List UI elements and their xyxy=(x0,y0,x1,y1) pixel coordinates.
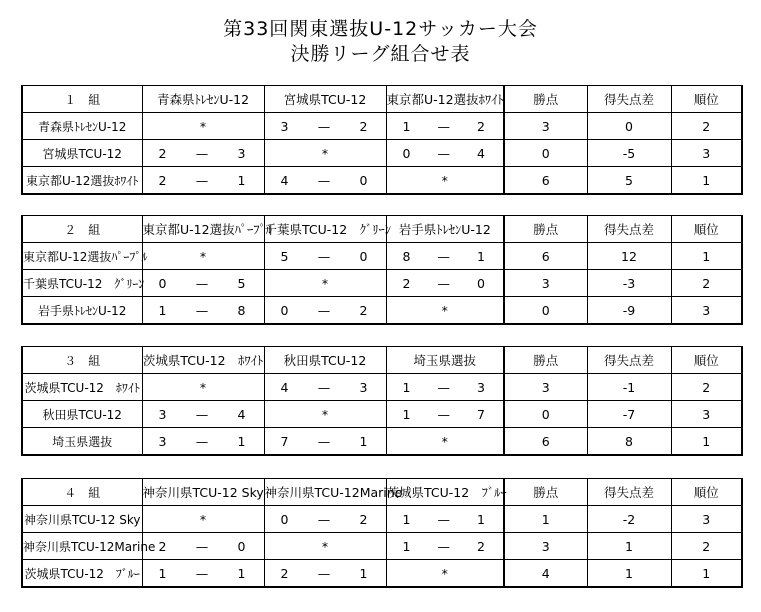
match-score-cell xyxy=(264,374,386,401)
self-match-mark: * xyxy=(199,248,207,264)
away-score: 0 xyxy=(477,275,485,291)
points-value: 1 xyxy=(504,506,587,533)
team-row xyxy=(22,270,742,297)
team-name: 青森県ﾄﾚｾﾝU-12 xyxy=(22,113,142,140)
home-score: 3 xyxy=(158,433,167,449)
home-score: 1 xyxy=(402,379,411,395)
team-row xyxy=(22,374,742,401)
points-value: 0 xyxy=(504,401,587,428)
away-score: 1 xyxy=(359,433,368,449)
goal-diff-value: -2 xyxy=(587,506,671,533)
team-name: 岩手県ﾄﾚｾﾝU-12 xyxy=(22,297,142,325)
self-match-cell xyxy=(386,428,504,456)
home-score: 2 xyxy=(280,565,289,581)
self-match-cell xyxy=(264,140,386,167)
match-score-cell xyxy=(386,140,504,167)
team-name: 千葉県TCU-12 ｸﾞﾘｰﾝ xyxy=(22,270,142,297)
match-score-cell xyxy=(386,243,504,270)
score-dash: — xyxy=(195,302,209,318)
score-dash: — xyxy=(317,248,331,264)
home-score: 0 xyxy=(158,275,167,291)
home-score: 7 xyxy=(280,433,289,449)
group-table-3 xyxy=(21,346,743,456)
group-header-row xyxy=(22,347,742,374)
team-row xyxy=(22,401,742,428)
match-score-cell xyxy=(142,167,264,195)
team-name: 茨城県TCU-12 ﾌﾞﾙｰ xyxy=(22,560,142,588)
team-name: 東京都U-12選抜ﾊﾟｰﾌﾟﾙ xyxy=(22,243,142,270)
rank-value: 1 xyxy=(671,243,742,270)
self-match-cell xyxy=(386,297,504,325)
points-value: 3 xyxy=(504,533,587,560)
away-score: 1 xyxy=(237,565,246,581)
group-label: ４ 組 xyxy=(22,479,142,506)
rank-value: 3 xyxy=(671,297,742,325)
team-name: 秋田県TCU-12 xyxy=(22,401,142,428)
group-label: ３ 組 xyxy=(22,347,142,374)
away-score: 0 xyxy=(359,172,368,188)
points-header: 勝点 xyxy=(504,216,587,243)
team-row xyxy=(22,140,742,167)
score-dash: — xyxy=(317,511,331,527)
self-match-mark: * xyxy=(321,538,329,554)
home-score: 4 xyxy=(280,172,289,188)
home-score: 1 xyxy=(402,406,411,422)
match-score-cell xyxy=(142,401,264,428)
score-dash: — xyxy=(317,379,331,395)
rank-value: 2 xyxy=(671,113,742,140)
opponent-header: 埼玉県選抜 xyxy=(386,347,504,374)
group-header-row xyxy=(22,479,742,506)
match-score-cell xyxy=(142,533,264,560)
goal-diff-value: 1 xyxy=(587,533,671,560)
score-dash: — xyxy=(317,118,331,134)
team-row xyxy=(22,167,742,195)
points-header: 勝点 xyxy=(504,479,587,506)
match-score-cell xyxy=(142,297,264,325)
team-row xyxy=(22,243,742,270)
home-score: 1 xyxy=(158,302,167,318)
goal-diff-value: -9 xyxy=(587,297,671,325)
away-score: 2 xyxy=(477,118,485,134)
rank-header: 順位 xyxy=(671,86,742,113)
points-value: 4 xyxy=(504,560,587,588)
away-score: 4 xyxy=(477,145,485,161)
team-name: 東京都U-12選抜ﾎﾜｲﾄ xyxy=(22,167,142,195)
match-score-cell xyxy=(264,167,386,195)
match-score-cell xyxy=(386,506,504,533)
opponent-header: 東京都U-12選抜ﾊﾟｰﾌﾟﾙ xyxy=(142,216,264,243)
match-score-cell xyxy=(142,428,264,456)
match-score-cell xyxy=(264,560,386,588)
home-score: 0 xyxy=(280,511,289,527)
goal-diff-value: 1 xyxy=(587,560,671,588)
self-match-cell xyxy=(142,243,264,270)
group-header-row xyxy=(22,86,742,113)
home-score: 3 xyxy=(280,118,289,134)
opponent-header: 千葉県TCU-12 ｸﾞﾘｰﾝ xyxy=(264,216,386,243)
goal-diff-value: -3 xyxy=(587,270,671,297)
rank-value: 2 xyxy=(671,374,742,401)
team-row xyxy=(22,113,742,140)
team-row xyxy=(22,506,742,533)
self-match-mark: * xyxy=(321,275,329,291)
opponent-header: 青森県ﾄﾚｾﾝU-12 xyxy=(142,86,264,113)
away-score: 0 xyxy=(359,248,368,264)
match-score-cell xyxy=(142,560,264,588)
team-row xyxy=(22,428,742,456)
team-name: 神奈川県TCU-12 Sky xyxy=(22,506,142,533)
home-score: 3 xyxy=(158,406,167,422)
score-dash: — xyxy=(437,118,450,134)
match-score-cell xyxy=(386,113,504,140)
team-row xyxy=(22,297,742,325)
self-match-cell xyxy=(386,560,504,588)
goal-diff-value: -1 xyxy=(587,374,671,401)
rank-value: 1 xyxy=(671,428,742,456)
team-name: 宮城県TCU-12 xyxy=(22,140,142,167)
match-score-cell xyxy=(142,270,264,297)
score-dash: — xyxy=(317,172,331,188)
away-score: 5 xyxy=(237,275,246,291)
home-score: 2 xyxy=(158,145,167,161)
score-dash: — xyxy=(195,538,209,554)
group-label: ２ 組 xyxy=(22,216,142,243)
away-score: 1 xyxy=(237,172,246,188)
home-score: 5 xyxy=(280,248,289,264)
goal-diff-header: 得失点差 xyxy=(587,479,671,506)
away-score: 1 xyxy=(237,433,246,449)
page-subtitle: 決勝リーグ組合せ表 xyxy=(290,43,471,65)
away-score: 3 xyxy=(359,379,368,395)
self-match-mark: * xyxy=(321,145,329,161)
away-score: 2 xyxy=(359,118,368,134)
team-row xyxy=(22,533,742,560)
goal-diff-value: -5 xyxy=(587,140,671,167)
score-dash: — xyxy=(317,565,331,581)
team-name: 神奈川県TCU-12Marine xyxy=(22,533,142,560)
opponent-header: 茨城県TCU-12 ﾎﾜｲﾄ xyxy=(142,347,264,374)
points-value: 6 xyxy=(504,243,587,270)
self-match-mark: * xyxy=(199,511,207,527)
score-dash: — xyxy=(437,511,450,527)
match-score-cell xyxy=(386,401,504,428)
points-value: 0 xyxy=(504,297,587,325)
points-value: 3 xyxy=(504,113,587,140)
rank-value: 2 xyxy=(671,533,742,560)
away-score: 0 xyxy=(237,538,246,554)
points-header: 勝点 xyxy=(504,86,587,113)
score-dash: — xyxy=(437,538,450,554)
away-score: 1 xyxy=(477,511,485,527)
home-score: 0 xyxy=(402,145,411,161)
home-score: 0 xyxy=(280,302,289,318)
self-match-mark: * xyxy=(441,302,448,318)
home-score: 8 xyxy=(402,248,411,264)
home-score: 2 xyxy=(158,172,167,188)
home-score: 2 xyxy=(402,275,411,291)
team-name: 埼玉県選抜 xyxy=(22,428,142,456)
goal-diff-header: 得失点差 xyxy=(587,216,671,243)
score-dash: — xyxy=(437,406,450,422)
rank-value: 1 xyxy=(671,167,742,195)
points-value: 3 xyxy=(504,374,587,401)
self-match-cell xyxy=(264,401,386,428)
home-score: 1 xyxy=(158,565,167,581)
opponent-header: 茨城県TCU-12 ﾌﾞﾙｰ xyxy=(386,479,504,506)
score-dash: — xyxy=(195,433,209,449)
points-value: 3 xyxy=(504,270,587,297)
self-match-cell xyxy=(386,167,504,195)
home-score: 1 xyxy=(402,511,411,527)
score-dash: — xyxy=(195,275,209,291)
rank-header: 順位 xyxy=(671,216,742,243)
goal-diff-header: 得失点差 xyxy=(587,347,671,374)
rank-header: 順位 xyxy=(671,479,742,506)
score-dash: — xyxy=(437,275,450,291)
away-score: 2 xyxy=(359,302,368,318)
goal-diff-value: -7 xyxy=(587,401,671,428)
match-score-cell xyxy=(386,374,504,401)
away-score: 3 xyxy=(477,379,485,395)
rank-value: 3 xyxy=(671,506,742,533)
self-match-mark: * xyxy=(199,379,207,395)
score-dash: — xyxy=(437,145,450,161)
match-score-cell xyxy=(264,506,386,533)
self-match-cell xyxy=(142,506,264,533)
self-match-mark: * xyxy=(441,172,448,188)
group-label: １ 組 xyxy=(22,86,142,113)
points-value: 6 xyxy=(504,167,587,195)
points-value: 0 xyxy=(504,140,587,167)
away-score: 1 xyxy=(477,248,485,264)
away-score: 4 xyxy=(237,406,246,422)
score-dash: — xyxy=(195,565,209,581)
match-score-cell xyxy=(142,140,264,167)
match-score-cell xyxy=(264,113,386,140)
rank-value: 2 xyxy=(671,270,742,297)
opponent-header: 宮城県TCU-12 xyxy=(264,86,386,113)
score-dash: — xyxy=(317,302,331,318)
score-dash: — xyxy=(195,172,209,188)
self-match-cell xyxy=(264,270,386,297)
rank-header: 順位 xyxy=(671,347,742,374)
rank-value: 1 xyxy=(671,560,742,588)
match-score-cell xyxy=(264,297,386,325)
opponent-header: 東京都U-12選抜ﾎﾜｲﾄ xyxy=(386,86,504,113)
home-score: 4 xyxy=(280,379,289,395)
goal-diff-value: 5 xyxy=(587,167,671,195)
opponent-header: 神奈川県TCU-12 Sky xyxy=(142,479,264,506)
away-score: 1 xyxy=(359,565,368,581)
self-match-mark: * xyxy=(441,433,448,449)
match-score-cell xyxy=(264,428,386,456)
self-match-cell xyxy=(264,533,386,560)
home-score: 2 xyxy=(158,538,167,554)
goal-diff-value: 8 xyxy=(587,428,671,456)
score-dash: — xyxy=(437,379,450,395)
away-score: 2 xyxy=(477,538,485,554)
team-name: 茨城県TCU-12 ﾎﾜｲﾄ xyxy=(22,374,142,401)
opponent-header: 岩手県ﾄﾚｾﾝU-12 xyxy=(386,216,504,243)
away-score: 2 xyxy=(359,511,368,527)
rank-value: 3 xyxy=(671,140,742,167)
group-header-row xyxy=(22,216,742,243)
home-score: 1 xyxy=(402,538,411,554)
group-table-4 xyxy=(21,478,743,588)
points-header: 勝点 xyxy=(504,347,587,374)
away-score: 8 xyxy=(237,302,246,318)
away-score: 7 xyxy=(477,406,485,422)
goal-diff-value: 0 xyxy=(587,113,671,140)
self-match-mark: * xyxy=(199,118,207,134)
goal-diff-header: 得失点差 xyxy=(587,86,671,113)
home-score: 1 xyxy=(402,118,411,134)
page-title: 第33回関東選抜U-12サッカー大会 xyxy=(223,18,538,40)
match-score-cell xyxy=(386,533,504,560)
team-row xyxy=(22,560,742,588)
match-score-cell xyxy=(264,243,386,270)
group-table-2 xyxy=(21,215,743,325)
group-table-1 xyxy=(21,85,743,195)
opponent-header: 秋田県TCU-12 xyxy=(264,347,386,374)
self-match-cell xyxy=(142,113,264,140)
score-dash: — xyxy=(437,248,450,264)
points-value: 6 xyxy=(504,428,587,456)
opponent-header: 神奈川県TCU-12Marine xyxy=(264,479,386,506)
goal-diff-value: 12 xyxy=(587,243,671,270)
score-dash: — xyxy=(195,406,209,422)
away-score: 3 xyxy=(237,145,246,161)
score-dash: — xyxy=(317,433,331,449)
rank-value: 3 xyxy=(671,401,742,428)
self-match-cell xyxy=(142,374,264,401)
self-match-mark: * xyxy=(321,406,329,422)
self-match-mark: * xyxy=(441,565,448,581)
match-score-cell xyxy=(386,270,504,297)
score-dash: — xyxy=(195,145,209,161)
